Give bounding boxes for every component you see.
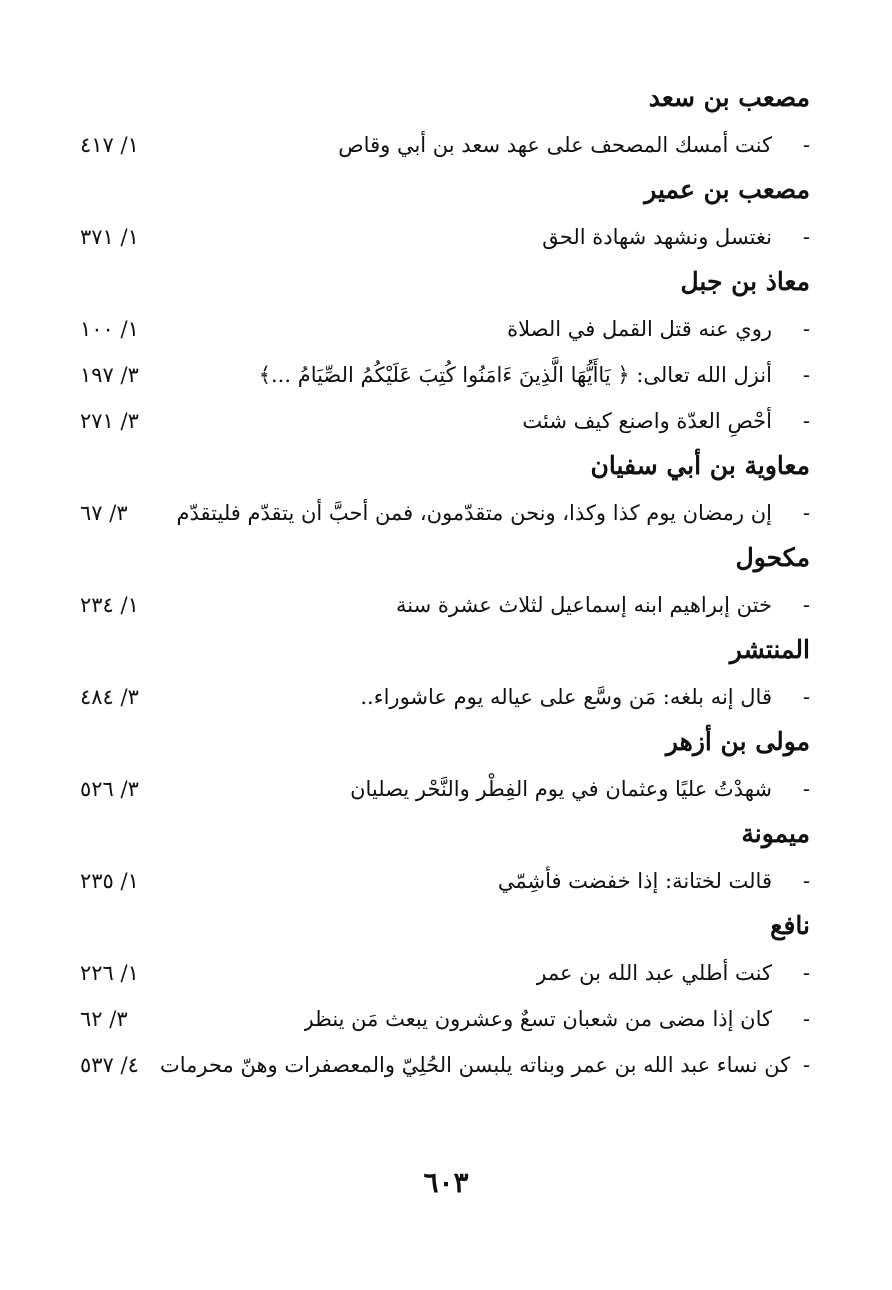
entry-text-group	[536, 951, 810, 995]
entry-reference: ٣/ ٤٨٤	[80, 685, 139, 709]
entry-text-group	[160, 1043, 810, 1087]
index-entry	[80, 490, 810, 536]
entry-reference: ٤/ ٥٣٧	[80, 1053, 139, 1077]
entry-text-group	[259, 353, 810, 397]
section-heading: ميمونة	[741, 819, 810, 848]
index-entry	[80, 996, 810, 1042]
entry-reference: ١/ ٢٢٦	[80, 961, 139, 985]
index-entry	[80, 858, 810, 904]
entry-dash: -	[802, 777, 810, 801]
section-heading: مصعب بن عمير	[644, 175, 810, 204]
index-entry	[80, 1042, 810, 1088]
section-heading: مصعب بن سعد	[648, 83, 810, 112]
entry-dash: -	[802, 1007, 810, 1031]
index-entry	[80, 214, 810, 260]
index-entry	[80, 766, 810, 812]
entry-dash: -	[802, 133, 810, 157]
entry-dash: -	[802, 317, 810, 341]
entry-reference: ٣/ ٢٧١	[80, 409, 139, 433]
entry-text-group	[507, 307, 810, 351]
index-page-content	[80, 76, 810, 1088]
entry-text: كان إذا مضى من شعبان تسعٌ وعشرون يبعث مَن ينظر	[303, 1007, 772, 1031]
index-entry	[80, 950, 810, 996]
entry-text: كن نساء عبد الله بن عمر وبناته يلبسن الحُلِيّ والمعصفرات وهنّ محرمات	[160, 1053, 791, 1077]
index-entry	[80, 352, 810, 398]
entry-dash: -	[802, 409, 810, 433]
section-heading: معاوية بن أبي سفيان	[590, 451, 810, 480]
entry-text-group	[304, 997, 810, 1041]
entry-text-group	[177, 491, 811, 535]
entry-reference: ٣/ ٦٢	[80, 1007, 128, 1031]
index-entry	[80, 398, 810, 444]
entry-text: إن رمضان يوم كذا وكذا، ونحن متقدّمون، فمن أحبَّ أن يتقدّم فليتقدّم	[176, 501, 772, 525]
section-heading: نافع	[770, 911, 810, 940]
entry-dash: -	[802, 501, 810, 525]
entry-text: أنزل الله تعالى: ﴿ يَاأَيُّهَا الَّذِينَ ءَامَنُوا كُتِبَ عَلَيْكُمُ الصِّيَامُ ...﴾	[258, 363, 772, 387]
entry-text: كنت أطلي عبد الله بن عمر	[536, 961, 772, 985]
entry-reference: ٣/ ٥٢٦	[80, 777, 139, 801]
index-entry	[80, 122, 810, 168]
page-number: ٦٠٣	[423, 1166, 469, 1199]
entry-reference: ١/ ٢٣٥	[80, 869, 139, 893]
entry-text-group	[396, 583, 810, 627]
entry-dash: -	[802, 961, 810, 985]
index-entry	[80, 306, 810, 352]
entry-text-group	[338, 123, 810, 167]
section-heading: مكحول	[735, 543, 810, 572]
entry-text: قال إنه بلغه: مَن وسَّع على عياله يوم عاشوراء..	[360, 685, 772, 709]
entry-text: نغتسل ونشهد شهادة الحق	[542, 225, 772, 249]
entry-reference: ١/ ٤١٧	[80, 133, 139, 157]
entry-reference: ٣/ ٦٧	[80, 501, 128, 525]
entry-text: أحْصِ العدّة واصنع كيف شئت	[522, 409, 772, 433]
entry-dash: -	[802, 1053, 810, 1077]
entry-text-group	[522, 399, 810, 443]
entry-reference: ١/ ٣٧١	[80, 225, 139, 249]
section-heading: معاذ بن جبل	[680, 267, 810, 296]
entry-text: روي عنه قتل القمل في الصلاة	[507, 317, 772, 341]
index-entry	[80, 582, 810, 628]
entry-reference: ١/ ٢٣٤	[80, 593, 139, 617]
section-heading: المنتشر	[729, 635, 810, 664]
entry-text: ختن إبراهيم ابنه إسماعيل لثلاث عشرة سنة	[396, 593, 772, 617]
entry-text-group	[498, 859, 810, 903]
entry-text-group	[360, 675, 810, 719]
entry-dash: -	[802, 593, 810, 617]
entry-dash: -	[802, 869, 810, 893]
entry-dash: -	[802, 225, 810, 249]
entry-text: كنت أمسك المصحف على عهد سعد بن أبي وقاص	[338, 133, 772, 157]
index-entry	[80, 674, 810, 720]
entry-reference: ٣/ ١٩٧	[80, 363, 139, 387]
entry-text: شهدْتُ عليًا وعثمان في يوم الفِطْر والنَّحْر يصليان	[350, 777, 772, 801]
entry-dash: -	[802, 685, 810, 709]
entry-reference: ١/ ١٠٠	[80, 317, 139, 341]
section-heading: مولى بن أزهر	[665, 727, 810, 756]
entry-text-group	[350, 767, 810, 811]
entry-text-group	[542, 215, 810, 259]
entry-dash: -	[802, 363, 810, 387]
entry-text: قالت لختانة: إذا خفضت فأشِمّي	[497, 869, 772, 893]
